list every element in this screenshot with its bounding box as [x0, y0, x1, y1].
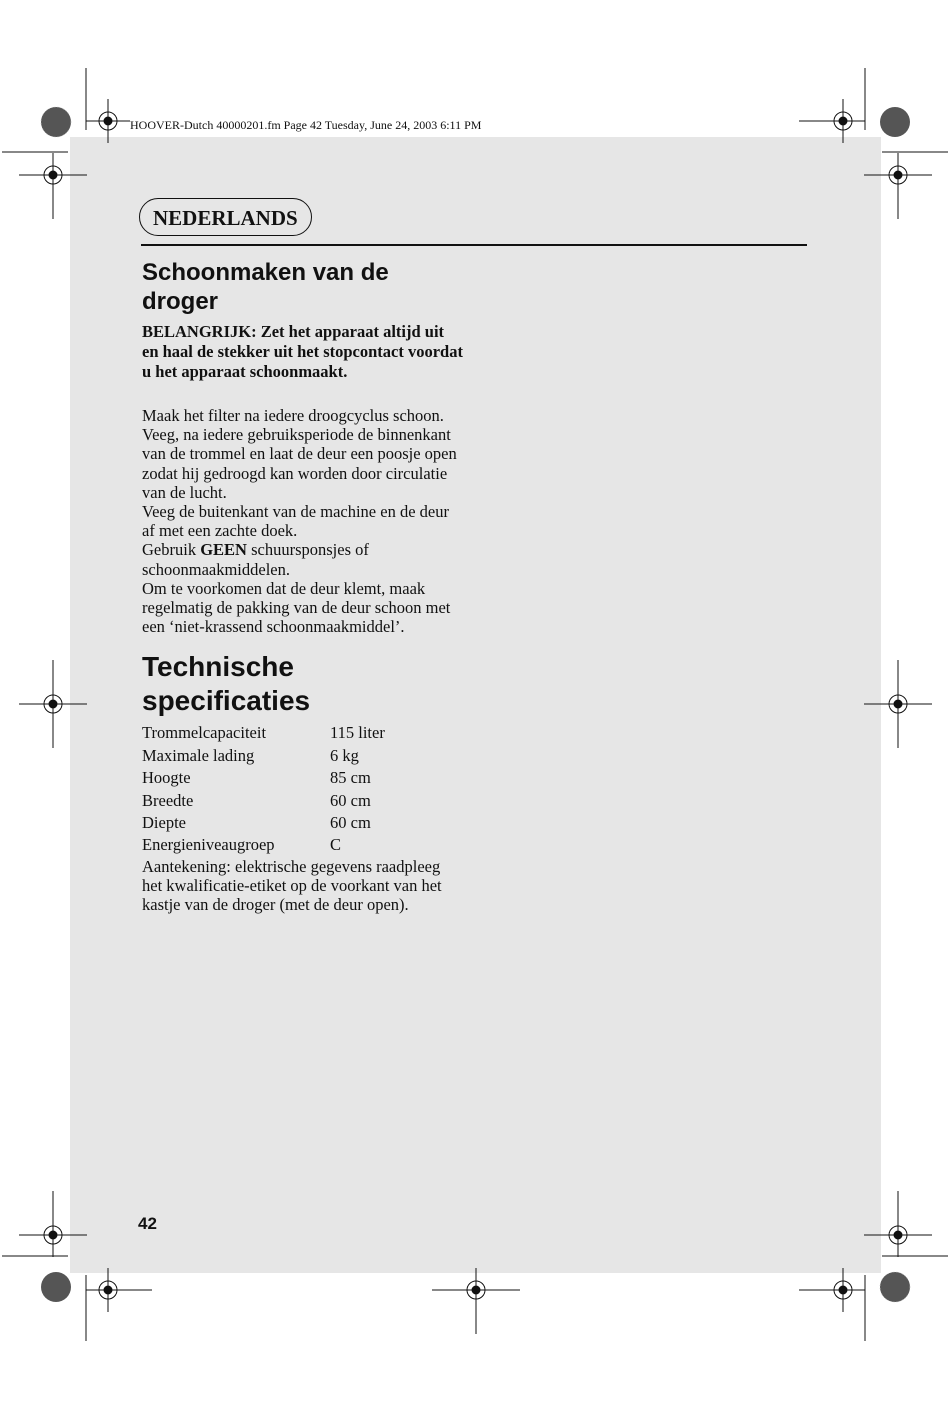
- paragraph-drum: Veeg, na iedere gebruiksperiode de binnenkant van de trommel en laat de deur een poosje open zodat hij gedroogd kan worden door circulatie van de lucht.: [142, 425, 457, 502]
- paragraph-filter: Maak het filter na iedere droogcyclus schoon.: [142, 406, 444, 425]
- spec-label: Maximale lading: [142, 745, 255, 765]
- section-title-cleaning: [142, 258, 464, 316]
- paragraph-door-seal: Om te voorkomen dat de deur klemt, maak regelmatig de pakking van de deur schoon met een ‘niet-krassend schoonmaakmiddel’.: [142, 578, 451, 637]
- electrical-note: Aantekening: elektrische gegevens raadpleeg het kwalificatie-etiket op de voorkant van het kastje van de droger (met de deur open).: [142, 856, 442, 915]
- section-title-line1: Schoonmaken van de: [142, 259, 389, 286]
- spec-value: 60 cm: [330, 790, 371, 810]
- table-row: [142, 767, 385, 789]
- spec-value: C: [330, 835, 342, 855]
- spec-label: Trommelcapaciteit: [142, 723, 267, 743]
- spec-value: 115 liter: [330, 723, 385, 743]
- paragraph-exterior: Veeg de buitenkant van de machine en de deur af met een zachte doek.: [142, 502, 449, 541]
- p4-post: schuursponsjes of schoonmaakmiddelen.: [142, 540, 369, 579]
- header-rule: [141, 244, 807, 246]
- table-row: [142, 812, 385, 834]
- file-header: HOOVER-Dutch 40000201.fm Page 42 Tuesday, June 24, 2003 6:11 PM: [130, 118, 482, 132]
- p4-pre: Gebruik: [142, 540, 201, 560]
- spec-label: Energieniveaugroep: [142, 835, 275, 855]
- important-notice: BELANGRIJK: Zet het apparaat altijd uit en haal de stekker uit het stopcontact voordat u het apparaat schoonmaakt.: [142, 322, 463, 381]
- specs-table: [142, 722, 385, 856]
- table-row: [142, 745, 385, 767]
- p4-bold: GEEN: [200, 540, 247, 560]
- main-content: [142, 258, 464, 914]
- section-title-line2: droger: [142, 288, 219, 315]
- section-title-specs: Technische specificaties: [142, 651, 311, 717]
- spec-value: 85 cm: [330, 768, 371, 788]
- spec-label: Breedte: [142, 790, 194, 810]
- spec-value: 60 cm: [330, 813, 371, 833]
- table-row: [142, 790, 385, 812]
- page-number: 42: [138, 1214, 157, 1233]
- table-row: [142, 834, 385, 856]
- language-tab: NEDERLANDS: [139, 198, 312, 236]
- paragraph-no-abrasives: [142, 540, 464, 578]
- spec-value: 6 kg: [330, 745, 359, 765]
- spec-label: Hoogte: [142, 768, 191, 788]
- spec-label: Diepte: [142, 813, 186, 833]
- table-row: [142, 722, 385, 744]
